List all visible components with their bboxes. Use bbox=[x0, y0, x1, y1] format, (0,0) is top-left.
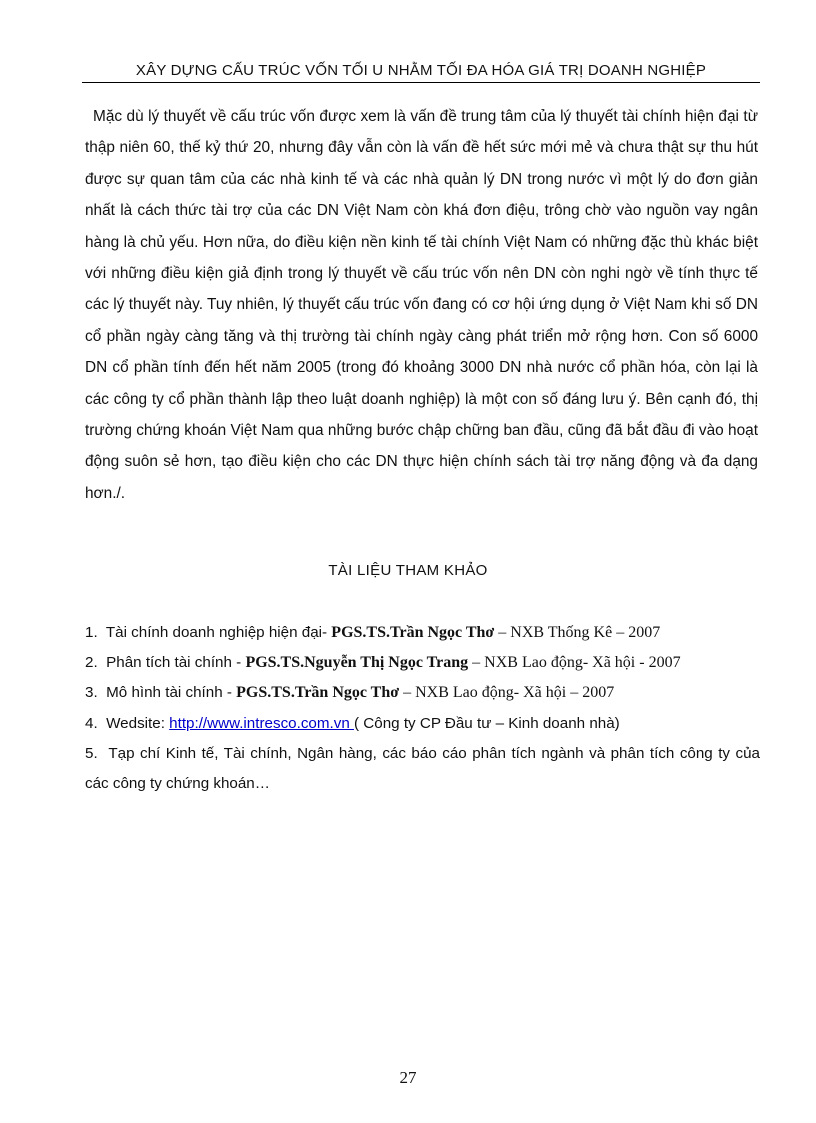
reference-number: 2. bbox=[85, 654, 98, 672]
paragraph-text: Mặc dù lý thuyết về cấu trúc vốn được xem là vấn đề trung tâm của lý thuyết tài chính hiện đại từ thập niên 60, thế kỷ thứ 20, nhưng đây vẫn còn là vấn đề hết sức mới mẻ và chưa thật sự thu hút được sự quan tâm của các nhà kinh tế và các nhà quản lý DN trong nước vì một lý do đơn giản nhất là cách thức tài trợ của các DN Việt Nam còn khá đơn điệu, trông chờ vào nguồn vay ngân hàng là chủ yếu. Hơn nữa, do điều kiện nền kinh tế tài chính Việt Nam có những đặc thù khác biệt với những điều kiện giả định trong lý thuyết về cấu trúc vốn nên DN còn nghi ngờ về tính thực tế các lý thuyết này. Tuy nhiên, lý thuyết cấu trúc vốn đang có cơ hội ứng dụng ở Việt Nam khi số DN cổ phần ngày càng tăng và thị trường tài chính ngày càng phát triển mở rộng hơn. Con số 6000 DN cổ phần tính đến hết năm 2005 (trong đó khoảng 3000 DN nhà nước cổ phần hóa, còn lại là các công ty cổ phần thành lập theo luật doanh nghiệp) là một con số đáng lưu ý. Bên cạnh đó, thị trường chứng khoán Việt Nam qua những bước chập chững ban đầu, cũng đã bắt đầu đi vào hoạt động suôn sẻ hơn, tạo điều kiện cho các DN thực hiện chính sách tài trợ năng động và đa dạng hơn./. bbox=[85, 108, 758, 502]
reference-text: Tạp chí Kinh tế, Tài chính, Ngân hàng, các báo cáo phân tích ngành và phân tích công ty của các công ty chứng khoán… bbox=[85, 744, 760, 793]
references-list bbox=[85, 618, 760, 799]
reference-number: 4. bbox=[85, 714, 98, 732]
reference-author: PGS.TS.Trần Ngọc Thơ bbox=[236, 684, 400, 702]
body-paragraph bbox=[85, 101, 758, 509]
reference-text: Mô hình tài chính - bbox=[106, 684, 237, 702]
website-link[interactable]: http://www.intresco.com.vn bbox=[169, 714, 355, 732]
page-number: 27 bbox=[399, 1068, 417, 1087]
reference-item bbox=[85, 709, 760, 739]
reference-text: Phân tích tài chính - bbox=[106, 654, 246, 672]
reference-number: 1. bbox=[85, 624, 98, 641]
reference-publisher: – NXB Lao động- Xã hội - 2007 bbox=[468, 654, 681, 672]
reference-publisher: – NXB Thống Kê – 2007 bbox=[494, 624, 661, 641]
reference-text: Tài chính doanh nghiệp hiện đại- bbox=[105, 624, 332, 641]
reference-note: ( Công ty CP Đầu tư – Kinh doanh nhà) bbox=[354, 714, 620, 732]
reference-text: Wedsite: bbox=[106, 714, 170, 732]
reference-item bbox=[85, 648, 760, 678]
reference-item bbox=[85, 739, 760, 799]
reference-author: PGS.TS.Nguyễn Thị Ngọc Trang bbox=[245, 654, 469, 672]
reference-item bbox=[85, 678, 760, 708]
references-title: TÀI LIỆU THAM KHẢO bbox=[328, 562, 488, 579]
reference-number: 5. bbox=[85, 744, 98, 762]
reference-publisher: – NXB Lao động- Xã hội – 2007 bbox=[399, 684, 615, 702]
reference-number: 3. bbox=[85, 684, 98, 702]
reference-author: PGS.TS.Trần Ngọc Thơ bbox=[331, 624, 495, 641]
reference-item bbox=[85, 618, 760, 648]
page-header-title: XÂY DỰNG CẤU TRÚC VỐN TỐI U NHẰM TỐI ĐA HÓA GIÁ TRỊ DOANH NGHIỆP bbox=[82, 60, 760, 83]
